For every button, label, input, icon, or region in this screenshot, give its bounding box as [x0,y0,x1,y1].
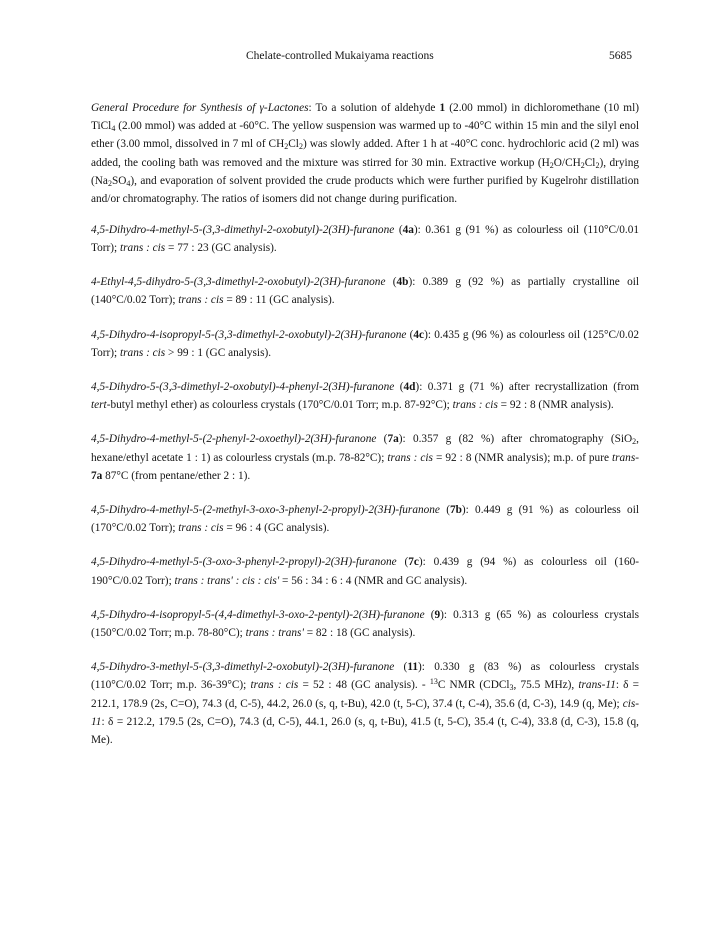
compound-name: 4,5-Dihydro-4-methyl-5-(3-oxo-3-phenyl-2-propyl)-2(3H)-furanone [91,556,397,569]
entry-4a: 4,5-Dihydro-4-methyl-5-(3,3-dimethyl-2-oxobutyl)-2(3H)-furanone (4a): 0.361 g (91 %) as colourless oil (110°C/0.01 Torr); trans : cis = 77 : 23 (GC analysis). [91,223,639,254]
isomer-ratio-label: trans : trans' [245,626,304,639]
isomer-label-trans: trans-11 [578,679,616,692]
entry-4b: 4-Ethyl-4,5-dihydro-5-(3,3-dimethyl-2-oxobutyl)-2(3H)-furanone (4b): 0.389 g (92 %) as partially crystalline oil (140°C/0.02 Torr); trans : cis = 89 : 11 (GC analysis). [91,276,640,307]
entry-7c: 4,5-Dihydro-4-methyl-5-(3-oxo-3-phenyl-2-propyl)-2(3H)-furanone (7c): 0.439 g (94 %) as colourless oil (160-190°C/0.02 Torr); trans : trans' : cis : cis' = 56 : 34 : 6 : 4 (NMR and GC analysis). [91,556,640,587]
compound-label: 4a [402,223,414,236]
isomer-ratio-label: trans : cis [178,294,224,307]
entry-7a: 4,5-Dihydro-4-methyl-5-(2-phenyl-2-oxoethyl)-2(3H)-furanone (7a): 0.357 g (82 %) after chromatography (SiO$_2$, hexane/ethyl acetate 1 : 1) as colourless crystals (m.p. 78-82°C); trans : cis = 92 : 8 (NMR analysis); m.p. of pure trans-7a 87°C (from pentane/ether 2 : 1). [91,433,639,482]
compound-name: 4,5-Dihydro-4-isopropyl-5-(4,4-dimethyl-3-oxo-2-pentyl)-2(3H)-furanone [91,608,425,621]
compound-label: 4b [396,276,409,289]
compound-label: 9 [434,608,441,621]
compound-name: 4,5-Dihydro-4-methyl-5-(2-phenyl-2-oxoethyl)-2(3H)-furanone [91,433,377,446]
isomer-ratio-label: trans : cis [178,522,224,535]
compound-label: 1 [439,102,446,114]
isomer-ratio-label: trans : cis [120,346,166,359]
entry-7b: 4,5-Dihydro-4-methyl-5-(2-methyl-3-oxo-3-phenyl-2-propyl)-2(3H)-furanone (7b): 0.449 g (91 %) as colourless oil (170°C/0.02 Torr); trans : cis = 96 : 4 (GC analysis). [91,503,639,535]
isomer-ratio-label: trans : trans' : cis : cis' [174,574,280,587]
running-title: Chelate-controlled Mukaiyama reactions [246,50,434,62]
compound-label: 7c [408,556,419,569]
compound-label: 11 [407,661,418,674]
compound-name: 4,5-Dihydro-4-methyl-5-(2-methyl-3-oxo-3-phenyl-2-propyl)-2(3H)-furanone [91,503,440,516]
isomer-label-cis: cis-11 [91,697,639,728]
entry-9: 4,5-Dihydro-4-isopropyl-5-(4,4-dimethyl-3-oxo-2-pentyl)-2(3H)-furanone (9): 0.313 g (65 %) as colourless crystals (150°C/0.02 Torr; m.p. 78-80°C); trans : trans' = 82 : 18 (GC analysis). [91,608,639,639]
experimental-section [91,99,639,765]
compound-label: 4d [403,380,416,393]
compound-label: 4c [413,328,425,341]
entry-4c: 4,5-Dihydro-4-isopropyl-5-(3,3-dimethyl-2-oxobutyl)-2(3H)-furanone (4c): 0.435 g (96 %) as colourless oil (125°C/0.02 Torr); trans : cis > 99 : 1 (GC analysis). [91,328,639,359]
compound-name: 4,5-Dihydro-3-methyl-5-(3,3-dimethyl-2-oxobutyl)-2(3H)-furanone [91,661,395,674]
page-number: 5685 [609,50,632,62]
general-procedure-paragraph: General Procedure for Synthesis of γ-Lactones: To a solution of aldehyde 1 (2.00 mmol) in dichloromethane (10 ml) TiCl$_4$ (2.00 mmol) was added at -60°C. The yellow suspension was warmed up to -40°C within 15 min and the silyl enol ether (3.00 mmol, dissolved in 7 ml of $CH_2Cl_2$) was slowly added. After 1 h at -40°C conc. hydrochloric acid (2 ml) was added, the cooling bath was removed and the mixture was stirred for 30 min. Extractive workup $(H_2O/CH_2Cl_2)$, drying $(Na_2SO_4)$, and evaporation of solvent provided the crude products which were further purified by Kugelrohr distillation and/or chromatography. The ratios of isomers did not change during purification. [91,102,640,206]
compound-name: 4,5-Dihydro-4-isopropyl-5-(3,3-dimethyl-2-oxobutyl)-2(3H)-furanone [91,328,407,341]
compound-label: 7b [449,503,462,516]
compound-name: 4-Ethyl-4,5-dihydro-5-(3,3-dimethyl-2-oxobutyl)-2(3H)-furanone [91,276,386,289]
isomer-ratio-label: trans : cis [452,399,498,412]
compound-name: 4,5-Dihydro-5-(3,3-dimethyl-2-oxobutyl)-4-phenyl-2(3H)-furanone [91,380,395,393]
isomer-ratio-label: trans : cis [120,241,166,254]
procedure-heading: General Procedure for Synthesis of γ-Lactones [91,102,309,114]
entry-11: 4,5-Dihydro-3-methyl-5-(3,3-dimethyl-2-oxobutyl)-2(3H)-furanone (11): 0.330 g (83 %) as colourless crystals (110°C/0.02 Torr; m.p. 36-39°C); trans : cis = 52 : 48 (GC analysis). - $^{13}$C NMR (CDCl$_3$, 75.5 MHz), trans-11: δ = 212.1, 178.9 (2s, C=O), 74.3 (d, C-5), 44.2, 26.0 (s, q, t-Bu), 42.0 (t, 5-C), 37.4 (t, C-4), 35.6 (d, C-3), 14.9 (q, Me); cis-11: δ = 212.2, 179.5 (2s, C=O), 74.3 (d, C-5), 44.1, 26.0 (s, q, t-Bu), 41.5 (t, 5-C), 35.4 (t, C-4), 33.8 (d, C-3), 15.8 (q, Me). [91,661,639,746]
entry-4d: 4,5-Dihydro-5-(3,3-dimethyl-2-oxobutyl)-4-phenyl-2(3H)-furanone (4d): 0.371 g (71 %) after recrystallization (from tert-butyl methyl ether) as colourless crystals (170°C/0.01 Torr; m.p. 87-92°C); trans : cis = 92 : 8 (NMR analysis). [91,380,640,412]
isomer-ratio-label: trans : cis [250,679,299,692]
compound-name: 4,5-Dihydro-4-methyl-5-(3,3-dimethyl-2-oxobutyl)-2(3H)-furanone [91,223,395,236]
compound-label: 7a [387,433,399,446]
isomer-ratio-label: trans : cis [387,451,433,464]
page-header [0,50,720,68]
